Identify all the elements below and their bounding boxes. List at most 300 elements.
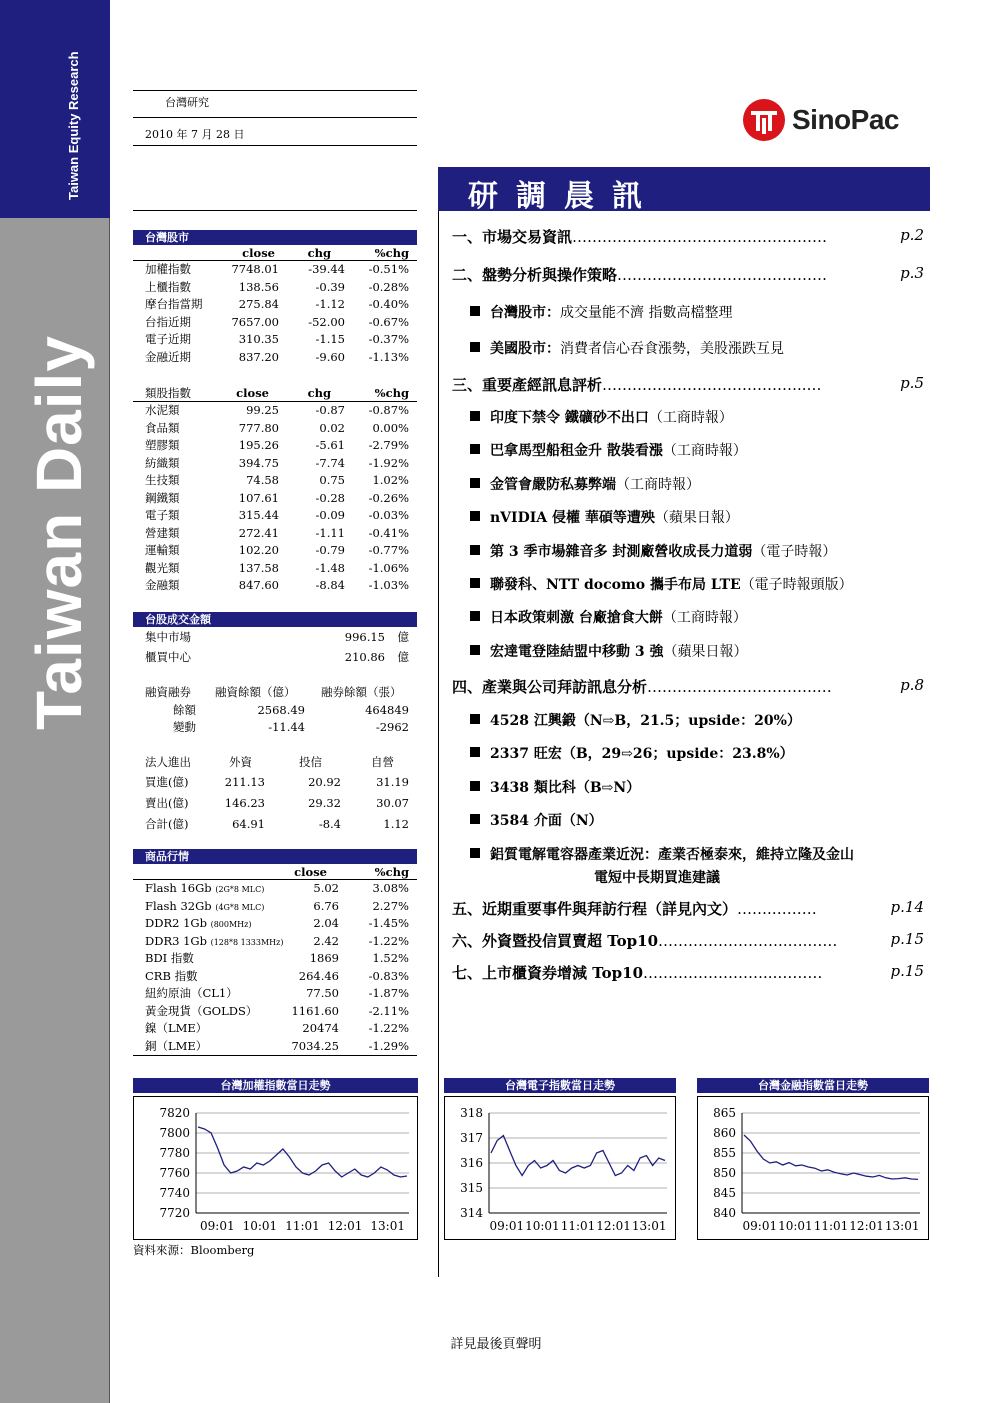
row-close: 310.35 xyxy=(238,332,279,346)
col-pct: %chg xyxy=(374,386,409,400)
series-line xyxy=(198,1127,407,1177)
table-row xyxy=(133,647,417,667)
inst-header-row xyxy=(133,752,417,772)
row-pct: 2.27% xyxy=(372,898,409,913)
col-pct: %chg xyxy=(374,865,409,879)
row-trust: 20.92 xyxy=(308,775,341,789)
row-label: 金融類 xyxy=(145,578,180,592)
row-close: 264.46 xyxy=(298,968,339,983)
col-close: close xyxy=(236,386,269,400)
table-row xyxy=(133,525,417,543)
row-label: 電子近期 xyxy=(145,332,191,346)
y-tick-label: 7740 xyxy=(159,1186,190,1200)
bullet-square-icon xyxy=(470,411,480,421)
row-chg: -5.61 xyxy=(315,438,345,452)
commodity-label: 黃金現貨（GOLDS） xyxy=(145,1003,258,1018)
row-close: 275.84 xyxy=(238,297,279,311)
chart-taiex-svg xyxy=(134,1097,417,1239)
table-row xyxy=(133,455,417,473)
y-tick-label: 7720 xyxy=(159,1206,190,1220)
toc-news-item[interactable]: 日本政策刺激 台廠搶食大餅（工商時報） xyxy=(452,607,747,627)
x-tick-label: 10:01 xyxy=(525,1219,560,1233)
row-short: 464849 xyxy=(365,702,409,717)
x-tick-label: 13:01 xyxy=(370,1219,405,1233)
commodity-label: 紐約原油（CL1） xyxy=(145,986,238,1000)
row-chg: -1.12 xyxy=(315,297,345,311)
toc-news-item[interactable]: 聯發科、NTT docomo 攜手布局 LTE（電子時報頭版） xyxy=(452,574,853,594)
chart-electronics-svg xyxy=(445,1097,675,1239)
toc-section-2[interactable]: 二、盤勢分析與操作策略…………………………………… p.3 xyxy=(452,264,924,284)
table-row xyxy=(133,814,417,835)
tw-market-header-row xyxy=(133,245,417,261)
row-close: 195.26 xyxy=(238,438,279,452)
row-chg: -39.44 xyxy=(308,262,345,276)
row-pct: -0.03% xyxy=(368,508,409,522)
commodity-note: (4G*8 MLC) xyxy=(215,902,265,912)
x-tick-label: 10:01 xyxy=(778,1219,813,1233)
chart-electronics xyxy=(444,1096,676,1240)
toc-item-us-market[interactable]: 美國股市：消費者信心吞食漲勢，美股漲跌互見 xyxy=(452,338,784,358)
chart-title-taiex: 台灣加權指數當日走勢 xyxy=(133,1078,418,1093)
row-label: 水泥類 xyxy=(145,403,180,417)
row-chg: -1.48 xyxy=(315,560,345,575)
toc-news-item[interactable]: 巴拿馬型船租金升 散裝看漲（工商時報） xyxy=(452,440,747,460)
logo-text: SinoPac xyxy=(792,104,899,135)
table-row xyxy=(133,577,417,595)
row-label: 餘額 xyxy=(173,702,196,717)
row-pct: -0.77% xyxy=(368,543,409,557)
table-row xyxy=(133,933,417,951)
row-close: 20474 xyxy=(302,1021,339,1035)
commodity-label: CRB 指數 xyxy=(145,968,198,983)
row-dealer: 30.07 xyxy=(376,796,409,810)
commodities-header-row xyxy=(133,864,417,880)
row-label: 生技類 xyxy=(145,473,180,487)
row-pct: -2.11% xyxy=(368,1003,409,1018)
row-label: 賣出(億) xyxy=(145,796,189,810)
row-chg: -52.00 xyxy=(308,314,345,329)
toc-section-7[interactable]: 七、上市櫃資券增減 Top10……………………...……… p.15 xyxy=(452,962,924,982)
margin-h1: 融資餘額（億） xyxy=(215,685,296,699)
bullet-square-icon xyxy=(470,578,480,588)
row-financing: 2568.49 xyxy=(257,702,305,717)
toc-page-7: p.15 xyxy=(890,962,924,980)
col-pct: %chg xyxy=(374,246,409,260)
sinopac-logo-icon xyxy=(742,98,786,142)
row-pct: -0.51% xyxy=(368,262,409,276)
row-close: 1161.60 xyxy=(291,1003,339,1018)
row-label: 紡織類 xyxy=(145,455,180,470)
commodity-note: (128*8 1333MHz) xyxy=(210,937,284,947)
x-tick-label: 09:01 xyxy=(489,1219,525,1233)
bullet-square-icon xyxy=(470,714,480,724)
row-close: 137.58 xyxy=(238,560,279,575)
toc-page-4: p.8 xyxy=(900,676,924,694)
row-label: 食品類 xyxy=(145,420,180,435)
toc-item-capacitor-cont: 電短中長期買進建議 xyxy=(594,870,720,886)
header-section: 台灣研究 xyxy=(165,96,209,109)
chart-taiex xyxy=(133,1096,418,1240)
row-pct: -1.06% xyxy=(368,560,409,575)
row-trust: 29.32 xyxy=(308,796,341,810)
table-row xyxy=(133,627,417,647)
row-close: 107.61 xyxy=(238,490,279,505)
table-row xyxy=(133,349,417,367)
table-row xyxy=(133,331,417,349)
row-pct: -0.67% xyxy=(368,314,409,329)
row-close: 2.04 xyxy=(313,916,339,930)
toc-section-1[interactable]: 一、市場交易資訊…………………………………………… p.2 xyxy=(452,226,924,246)
table-row xyxy=(133,314,417,332)
table-row xyxy=(133,898,417,916)
row-close: 5.02 xyxy=(313,881,339,895)
row-label: 台指近期 xyxy=(145,314,191,329)
row-pct: 1.52% xyxy=(372,951,409,965)
row-close: 99.25 xyxy=(246,403,279,417)
toc-news-item[interactable]: 印度下禁令 鐵礦砂不出口（工商時報） xyxy=(452,407,733,427)
toc-section-4[interactable]: 四、產業與公司拜訪訊息分析…………………………….… p.8 xyxy=(452,676,924,696)
commodity-label: DDR2 1Gb xyxy=(145,916,207,930)
x-tick-label: 11:01 xyxy=(560,1219,596,1233)
row-chg: 0.02 xyxy=(319,420,345,435)
row-close: 7034.25 xyxy=(291,1038,339,1053)
y-tick-label: 7760 xyxy=(159,1166,190,1180)
table-row xyxy=(133,950,417,968)
bullet-square-icon xyxy=(470,645,480,655)
margin-h2: 融券餘額（張） xyxy=(321,685,402,699)
row-pct: -0.87% xyxy=(368,403,409,417)
tw-market-table xyxy=(133,230,417,366)
toc-company-item[interactable]: 2337 旺宏（B，29⇨26；upside：23.8%） xyxy=(452,743,794,763)
data-source: 資料來源：Bloomberg xyxy=(133,1243,255,1257)
y-tick-label: 7820 xyxy=(159,1106,190,1120)
toc-news-item[interactable]: 宏達電登陸結盟中移動 3 強（蘋果日報） xyxy=(452,641,748,661)
row-chg: 0.75 xyxy=(319,473,345,487)
row-pct: 0.00% xyxy=(372,420,409,435)
bullet-square-icon xyxy=(470,342,480,352)
toc-company-item[interactable]: 3438 類比科（B⇨N） xyxy=(452,777,640,797)
row-close: 777.80 xyxy=(238,420,279,435)
y-tick-label: 316 xyxy=(460,1156,483,1170)
col-chg: chg xyxy=(307,386,331,400)
row-label: 鋼鐵類 xyxy=(145,490,180,505)
row-value: 210.86 xyxy=(344,650,385,664)
row-label: 運輸類 xyxy=(145,543,180,557)
commodity-name xyxy=(145,1003,257,1021)
row-pct: -1.03% xyxy=(368,578,409,592)
row-pct: -1.22% xyxy=(368,1021,409,1035)
table-row xyxy=(133,490,417,508)
chart-title-electronics: 台灣電子指數當日走勢 xyxy=(444,1078,676,1093)
row-label: 櫃買中心 xyxy=(145,650,191,664)
header-rule-3 xyxy=(133,145,417,146)
y-tick-label: 850 xyxy=(713,1166,736,1180)
toc-item-tw-market[interactable]: 台灣股市：成交量能不濟 指數高檔整理 xyxy=(452,302,732,322)
y-tick-label: 840 xyxy=(713,1206,736,1220)
row-close: 837.20 xyxy=(238,349,279,364)
row-foreign: 146.23 xyxy=(224,796,265,810)
row-dealer: 31.19 xyxy=(376,775,409,789)
row-close: 7748.01 xyxy=(231,262,279,276)
bullet-square-icon xyxy=(470,781,480,791)
row-unit: 億 xyxy=(397,650,409,664)
turnover-table xyxy=(133,612,417,667)
row-close: 847.60 xyxy=(238,578,279,592)
row-foreign: 211.13 xyxy=(224,775,265,789)
row-close: 74.58 xyxy=(246,473,279,487)
row-foreign: 64.91 xyxy=(232,817,265,831)
table-row xyxy=(133,968,417,986)
row-close: 272.41 xyxy=(238,525,279,540)
vertical-divider xyxy=(438,211,439,1277)
commodity-label: 鎳（LME） xyxy=(145,1021,208,1035)
row-pct: -0.83% xyxy=(368,968,409,983)
toc-page-1: p.2 xyxy=(900,226,924,244)
col-close: close xyxy=(294,865,327,879)
row-pct: -0.28% xyxy=(368,279,409,294)
row-value: 996.15 xyxy=(344,630,385,644)
table-row xyxy=(133,261,417,279)
commodity-name xyxy=(145,1020,207,1038)
title-bar xyxy=(438,167,930,214)
row-label: 上櫃指數 xyxy=(145,279,191,294)
commodity-name xyxy=(145,898,264,917)
x-tick-label: 09:01 xyxy=(200,1219,235,1233)
commodity-name xyxy=(145,1038,207,1056)
y-tick-label: 7780 xyxy=(159,1146,190,1160)
row-label: 變動 xyxy=(173,720,196,734)
commodity-name xyxy=(145,915,252,934)
table-row xyxy=(133,437,417,455)
commodity-label: 銅（LME） xyxy=(145,1038,208,1053)
x-tick-label: 09:01 xyxy=(742,1219,778,1233)
commodity-name xyxy=(145,950,194,968)
y-tick-label: 317 xyxy=(460,1131,483,1145)
row-pct: 3.08% xyxy=(372,881,409,895)
row-close: 6.76 xyxy=(313,898,339,913)
bullet-square-icon xyxy=(470,747,480,757)
row-close: 1869 xyxy=(309,951,339,965)
bullet-square-icon xyxy=(470,545,480,555)
page-title: 研調晨訊 xyxy=(468,179,660,214)
sector-table xyxy=(133,383,417,595)
row-pct: -1.92% xyxy=(368,455,409,470)
row-close: 77.50 xyxy=(306,986,339,1000)
row-pct: -0.37% xyxy=(368,332,409,346)
commodity-name xyxy=(145,933,283,952)
series-line xyxy=(491,1136,665,1176)
bullet-square-icon xyxy=(470,511,480,521)
row-label: 集中市場 xyxy=(145,630,191,644)
sidebar-navy-block xyxy=(0,0,110,218)
y-tick-label: 865 xyxy=(713,1106,736,1120)
commodity-label: Flash 32Gb xyxy=(145,898,212,913)
margin-header-row xyxy=(133,684,417,702)
chart-finance xyxy=(697,1096,929,1240)
row-pct: -1.22% xyxy=(368,933,409,948)
y-tick-label: 855 xyxy=(713,1146,736,1160)
bullet-square-icon xyxy=(470,444,480,454)
table-row xyxy=(133,915,417,933)
row-label: 營建類 xyxy=(145,525,180,540)
x-tick-label: 12:01 xyxy=(849,1219,884,1233)
commodities-title: 商品行情 xyxy=(133,849,417,864)
row-pct: -2.79% xyxy=(368,438,409,452)
row-close: 7657.00 xyxy=(231,314,279,329)
commodity-label: BDI 指數 xyxy=(145,951,194,965)
bullet-square-icon xyxy=(470,814,480,824)
table-row xyxy=(133,702,417,720)
row-close: 394.75 xyxy=(238,455,279,470)
toc-section-6[interactable]: 六、外資暨投信買賣超 Top10……………………..….…… p.15 xyxy=(452,930,924,950)
inst-h2: 投信 xyxy=(299,755,322,769)
table-row xyxy=(133,1020,417,1038)
y-tick-label: 845 xyxy=(713,1186,736,1200)
commodity-name xyxy=(145,880,264,899)
row-pct: -1.87% xyxy=(368,986,409,1000)
x-tick-label: 13:01 xyxy=(884,1219,920,1233)
toc-company-item[interactable]: 3584 介面（N） xyxy=(452,810,603,830)
commodities-table xyxy=(133,849,417,1056)
table-row xyxy=(133,1038,417,1056)
toc-section-5[interactable]: 五、近期重要事件與拜訪行程（詳見內文）…….……… p.14 xyxy=(452,898,924,918)
row-pct: -1.29% xyxy=(368,1038,409,1053)
margin-h0: 融資融券 xyxy=(145,685,191,699)
commodity-label: Flash 16Gb xyxy=(145,881,212,895)
row-pct: -0.26% xyxy=(368,490,409,505)
table-row xyxy=(133,507,417,525)
row-label: 金融近期 xyxy=(145,349,191,364)
institutions-table xyxy=(133,750,417,835)
x-tick-label: 11:01 xyxy=(285,1219,320,1233)
commodity-label: DDR3 1Gb xyxy=(145,933,207,948)
inst-h0: 法人進出 xyxy=(145,755,191,769)
row-close: 315.44 xyxy=(238,508,279,522)
commodity-note: (2G*8 MLC) xyxy=(215,885,265,894)
header-rule-4 xyxy=(133,210,417,211)
row-pct: -1.45% xyxy=(368,916,409,930)
bullet-square-icon xyxy=(470,611,480,621)
row-trust: -8.4 xyxy=(318,817,341,831)
chart-title-finance: 台灣金融指數當日走勢 xyxy=(697,1078,929,1093)
tw-market-title: 台灣股市 xyxy=(133,230,417,245)
row-close: 2.42 xyxy=(313,933,339,948)
margin-table xyxy=(133,682,417,737)
y-tick-label: 315 xyxy=(460,1181,483,1195)
toc-page-5: p.14 xyxy=(890,898,924,916)
row-pct: -0.40% xyxy=(368,297,409,311)
row-close: 138.56 xyxy=(238,279,279,294)
commodity-note: (800MHz) xyxy=(210,920,252,929)
row-label: 摩台指當期 xyxy=(145,297,203,311)
row-label: 塑膠類 xyxy=(145,438,180,452)
x-tick-label: 12:01 xyxy=(596,1219,631,1233)
row-pct: 1.02% xyxy=(372,473,409,487)
toc-company-item[interactable]: 4528 江興鍛（N⇨B，21.5；upside：20%） xyxy=(452,710,801,730)
toc-page-6: p.15 xyxy=(890,930,924,948)
y-tick-label: 860 xyxy=(713,1126,736,1140)
row-pct: -0.41% xyxy=(368,525,409,540)
y-tick-label: 7800 xyxy=(159,1126,190,1140)
col-chg: chg xyxy=(307,246,331,260)
table-row xyxy=(133,296,417,314)
header-date: 2010 年 7 月 28 日 xyxy=(145,128,245,141)
toc-section-3[interactable]: 三、重要產經訊息評析…………………………………..… p.5 xyxy=(452,374,924,394)
table-row xyxy=(133,985,417,1003)
row-chg: -1.15 xyxy=(315,332,345,346)
row-chg: -9.60 xyxy=(315,349,345,364)
row-close: 102.20 xyxy=(238,543,279,557)
row-label: 觀光類 xyxy=(145,560,180,575)
col-close: close xyxy=(242,246,275,260)
chart-finance-svg xyxy=(698,1097,928,1239)
sector-title: 類股指數 xyxy=(145,386,191,400)
header-rule-1 xyxy=(133,90,417,91)
row-financing: -11.44 xyxy=(268,720,305,734)
x-tick-label: 11:01 xyxy=(813,1219,849,1233)
table-row xyxy=(133,772,417,793)
footer-disclaimer[interactable]: 詳見最後頁聲明 xyxy=(450,1337,542,1352)
sector-header-row xyxy=(133,385,417,401)
row-chg: -0.87 xyxy=(315,403,345,417)
toc-item-capacitor[interactable]: 鋁質電解電容器產業近況：產業否極泰來，維持立隆及金山 xyxy=(452,844,854,864)
row-label: 加權指數 xyxy=(145,262,191,276)
inst-h3: 自營 xyxy=(371,755,394,769)
x-tick-label: 10:01 xyxy=(242,1219,278,1233)
table-row xyxy=(133,880,417,898)
commodity-name xyxy=(145,968,198,986)
row-unit: 億 xyxy=(397,630,409,644)
row-dealer: 1.12 xyxy=(383,817,409,831)
sidebar-top-text: Taiwan Equity Research xyxy=(66,51,81,200)
table-row xyxy=(133,472,417,490)
table-row xyxy=(133,793,417,814)
y-tick-label: 314 xyxy=(460,1206,483,1220)
toc-page-2: p.3 xyxy=(900,264,924,282)
row-chg: -1.11 xyxy=(315,525,345,540)
sidebar xyxy=(0,0,110,1403)
sidebar-big-title: Taiwan Daily xyxy=(23,335,95,730)
toc-news-item[interactable]: 金管會嚴防私募弊端（工商時報） xyxy=(452,474,700,494)
table-row xyxy=(133,1003,417,1021)
row-chg: -0.79 xyxy=(315,543,345,557)
x-tick-label: 12:01 xyxy=(327,1219,363,1233)
table-row xyxy=(133,560,417,578)
row-chg: -0.39 xyxy=(315,279,345,294)
bullet-square-icon xyxy=(470,848,480,858)
table-row xyxy=(133,402,417,420)
turnover-title: 台股成交金額 xyxy=(133,612,417,627)
table-row xyxy=(133,420,417,438)
bullet-square-icon xyxy=(470,478,480,488)
row-short: -2962 xyxy=(375,720,409,734)
header-rule-2 xyxy=(133,117,417,118)
row-chg: -7.74 xyxy=(315,455,345,470)
x-tick-label: 13:01 xyxy=(631,1219,667,1233)
toc-page-3: p.5 xyxy=(900,374,924,392)
toc-news-item[interactable]: 第 3 季市場雜音多 封測廠營收成長力道弱（電子時報） xyxy=(452,541,836,561)
row-chg: -8.84 xyxy=(315,578,345,592)
commodity-name xyxy=(145,985,238,1003)
table-row xyxy=(133,542,417,560)
row-chg: -0.09 xyxy=(315,508,345,522)
toc-news-item[interactable]: nVIDIA 侵權 華碩等遭殃（蘋果日報） xyxy=(452,507,739,527)
table-row xyxy=(133,719,417,737)
row-pct: -1.13% xyxy=(368,349,409,364)
table-row xyxy=(133,279,417,297)
row-chg: -0.28 xyxy=(315,490,345,505)
sinopac-logo xyxy=(742,98,942,148)
